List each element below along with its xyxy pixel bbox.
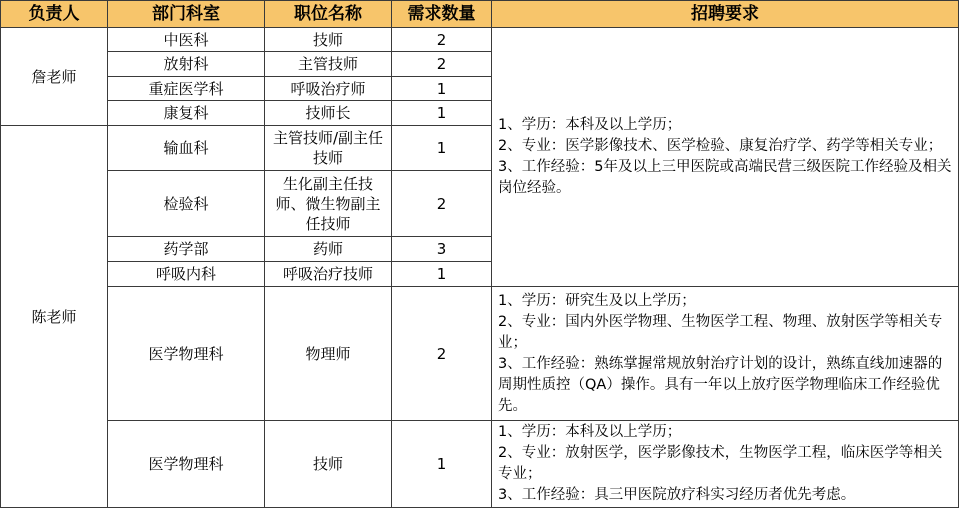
count-cell: 1 (392, 421, 492, 508)
header-requirements: 招聘要求 (492, 1, 959, 28)
count-cell: 1 (392, 101, 492, 126)
owner-cell: 詹老师 (1, 28, 108, 126)
count-cell: 2 (392, 28, 492, 52)
requirements-technician (492, 421, 959, 508)
requirement-line: 1、学历：本科及以上学历； (498, 117, 682, 133)
dept-cell: 医学物理科 (108, 287, 265, 421)
requirements-general (492, 28, 959, 287)
dept-cell: 输血科 (108, 126, 265, 171)
header-count: 需求数量 (392, 1, 492, 28)
count-cell: 2 (392, 171, 492, 237)
header-owner: 负责人 (1, 1, 108, 28)
count-cell: 3 (392, 237, 492, 262)
count-cell: 2 (392, 52, 492, 77)
position-cell: 呼吸治疗技师 (265, 262, 392, 287)
owner-cell: 陈老师 (1, 126, 108, 508)
position-cell: 技师 (265, 421, 392, 508)
dept-cell: 重症医学科 (108, 77, 265, 101)
position-cell: 药师 (265, 237, 392, 262)
position-cell: 技师 (265, 28, 392, 52)
dept-cell: 药学部 (108, 237, 265, 262)
table-row (1, 28, 959, 52)
header-row (1, 1, 959, 28)
dept-cell: 放射科 (108, 52, 265, 77)
position-cell: 主管技师 (265, 52, 392, 77)
requirement-line: 1、学历：本科及以上学历； (498, 424, 682, 440)
dept-cell: 康复科 (108, 101, 265, 126)
requirement-line: 3、工作经验：熟练掌握常规放射治疗计划的设计，熟练直线加速器的周期性质控（QA）操作。具有一年以上放疗医学物理临床工作经验优先。 (498, 355, 943, 414)
requirement-line: 2、专业：国内外医学物理、生物医学工程、物理、放射医学等相关专业； (498, 313, 943, 351)
requirement-line: 2、专业：医学影像技术、医学检验、康复治疗学、药学等相关专业； (498, 138, 943, 154)
requirements-physicist (492, 287, 959, 421)
dept-cell: 呼吸内科 (108, 262, 265, 287)
dept-cell: 中医科 (108, 28, 265, 52)
dept-cell: 检验科 (108, 171, 265, 237)
table-row (1, 421, 959, 508)
header-dept: 部门科室 (108, 1, 265, 28)
position-cell: 物理师 (265, 287, 392, 421)
position-cell: 呼吸治疗师 (265, 77, 392, 101)
table-row (1, 287, 959, 421)
position-cell: 技师长 (265, 101, 392, 126)
requirement-line: 2、专业：放射医学，医学影像技术，生物医学工程，临床医学等相关专业； (498, 445, 943, 482)
requirement-line: 3、工作经验：5年及以上三甲医院或高端民营三级医院工作经验及相关岗位经验。 (498, 159, 952, 196)
header-position: 职位名称 (265, 1, 392, 28)
dept-cell: 医学物理科 (108, 421, 265, 508)
requirement-line: 3、工作经验：具三甲医院放疗科实习经历者优先考虑。 (498, 487, 856, 503)
count-cell: 1 (392, 262, 492, 287)
position-cell: 主管技师/副主任技师 (265, 126, 392, 171)
count-cell: 2 (392, 287, 492, 421)
position-cell: 生化副主任技师、微生物副主任技师 (265, 171, 392, 237)
requirement-line: 1、学历：研究生及以上学历； (498, 292, 696, 309)
count-cell: 1 (392, 77, 492, 101)
count-cell: 1 (392, 126, 492, 171)
